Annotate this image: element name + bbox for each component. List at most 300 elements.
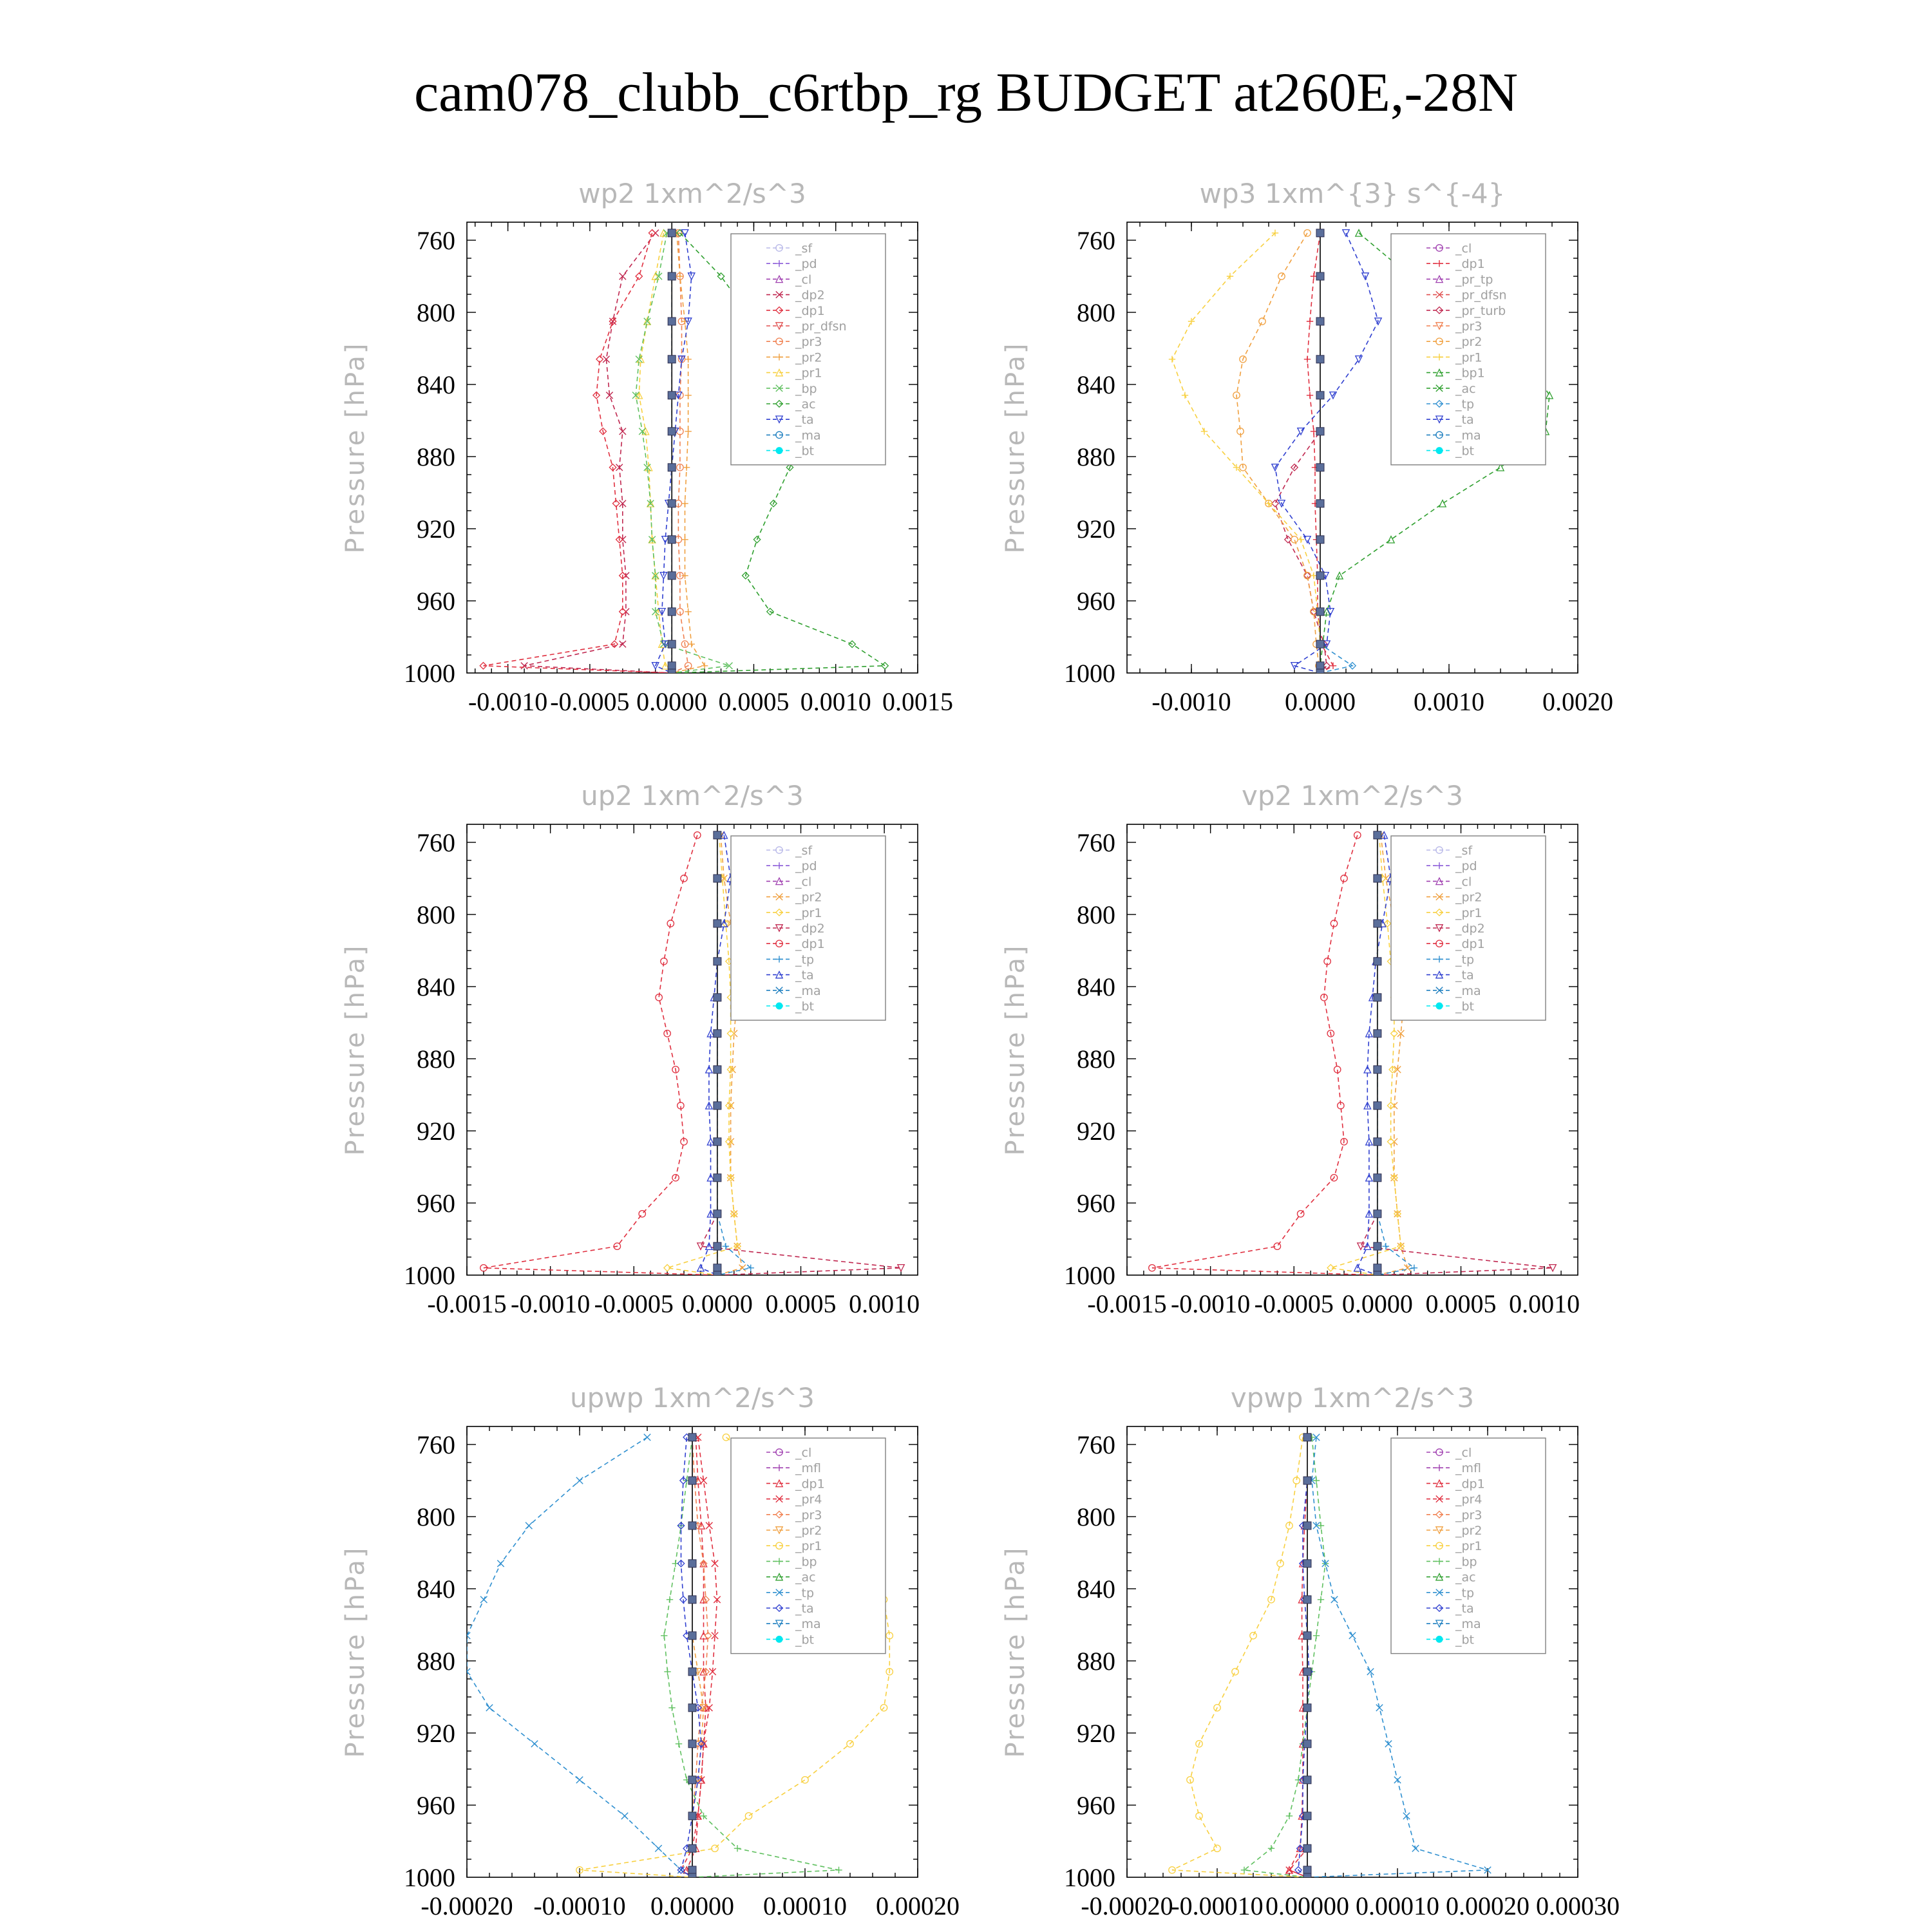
legend-label: _bt — [1455, 1633, 1475, 1647]
data-point — [1316, 464, 1324, 471]
data-point — [486, 1705, 493, 1711]
data-point — [714, 920, 721, 927]
legend-label: _pr_tp — [1455, 272, 1493, 287]
legend-label: _ma — [1455, 1617, 1481, 1632]
y-tick-label: 800 — [417, 298, 455, 327]
data-point — [1374, 1030, 1381, 1037]
y-tick-label: 880 — [1077, 1045, 1115, 1074]
data-point — [714, 1066, 721, 1074]
legend-label: _pr1 — [1455, 905, 1482, 920]
y-tick-label: 960 — [1077, 1791, 1115, 1820]
y-tick-label: 760 — [417, 1430, 455, 1459]
y-tick-label: 800 — [1077, 900, 1115, 929]
legend-label: _ma — [795, 428, 821, 443]
y-tick-label: 760 — [1077, 226, 1115, 255]
x-tick-label: -0.00020 — [1081, 1891, 1173, 1920]
data-point — [1316, 640, 1324, 648]
panel-title: upwp 1xm^2/s^3 — [570, 1382, 815, 1414]
data-point — [1316, 572, 1324, 580]
data-point — [644, 1434, 650, 1441]
series-line — [1152, 835, 1378, 1275]
y-tick-label: 840 — [417, 1575, 455, 1604]
x-tick-label: 0.0000 — [1341, 1289, 1413, 1318]
y-tick-label: 760 — [1077, 1430, 1115, 1459]
data-point — [1285, 536, 1291, 543]
y-tick-label: 880 — [1077, 442, 1115, 471]
data-point — [620, 428, 626, 435]
series-line — [484, 835, 717, 1275]
legend-label: _pr4 — [1455, 1492, 1482, 1507]
x-tick-label: -0.0010 — [468, 687, 548, 716]
data-point — [776, 447, 783, 454]
data-point — [1436, 1003, 1443, 1010]
data-point — [685, 428, 691, 435]
data-point — [714, 1030, 721, 1037]
legend-label: _dp1 — [1455, 1477, 1485, 1492]
legend — [731, 234, 886, 465]
legend-label: _bt — [795, 444, 815, 459]
y-tick-label: 1000 — [1064, 1863, 1115, 1892]
legend-label: _pr2 — [795, 1524, 822, 1538]
data-point — [714, 1102, 721, 1110]
data-point — [1412, 1845, 1419, 1852]
legend-label: _ta — [795, 968, 814, 983]
series-tp — [464, 1434, 696, 1881]
data-point — [668, 669, 676, 677]
x-tick-label: 0.00030 — [1536, 1891, 1620, 1920]
y-tick-label: 920 — [1077, 515, 1115, 544]
x-tick-label: 0.0020 — [1542, 687, 1613, 716]
x-tick-label: 0.00000 — [650, 1891, 734, 1920]
series-dp1 — [480, 832, 721, 1279]
data-point — [1436, 1636, 1443, 1643]
x-tick-label: 0.00010 — [1356, 1891, 1439, 1920]
panel-title: up2 1xm^2/s^3 — [581, 780, 804, 811]
panels-container — [341, 178, 1620, 1920]
legend-label: _pr2 — [1455, 1524, 1482, 1538]
y-tick-label: 960 — [417, 1791, 455, 1820]
data-point — [1316, 500, 1324, 507]
legend — [1391, 836, 1546, 1020]
y-tick-label: 800 — [1077, 298, 1115, 327]
legend-label: _bt — [795, 999, 815, 1014]
legend-label: _mfl — [795, 1461, 821, 1476]
series-line — [1172, 1437, 1307, 1877]
x-tick-label: -0.0015 — [427, 1289, 507, 1318]
legend-label: _dp1 — [1455, 937, 1485, 952]
data-point — [714, 831, 721, 839]
y-tick-label: 960 — [417, 587, 455, 616]
data-point — [1376, 1705, 1383, 1711]
x-tick-label: 0.0010 — [800, 687, 871, 716]
data-point — [688, 641, 695, 647]
legend-label: _pr4 — [795, 1492, 822, 1507]
legend-label: _bp — [1455, 1555, 1477, 1569]
legend-label: _ma — [795, 983, 821, 998]
data-point — [668, 317, 676, 325]
data-point — [714, 1264, 721, 1272]
data-point — [1374, 1210, 1381, 1218]
y-tick-label: 880 — [417, 442, 455, 471]
legend-label: _sf — [1455, 844, 1473, 858]
data-point — [1336, 573, 1343, 579]
chart-panel-6 — [1001, 1382, 1620, 1920]
data-point — [668, 536, 676, 544]
legend — [731, 1438, 886, 1654]
legend-label: _ta — [1455, 1602, 1474, 1616]
y-axis-label: Pressure [hPa] — [1001, 341, 1030, 554]
y-tick-label: 880 — [1077, 1647, 1115, 1676]
data-point — [688, 1844, 696, 1852]
x-tick-label: -0.00010 — [1171, 1891, 1264, 1920]
legend-label: _cl — [795, 875, 812, 889]
data-point — [1374, 1242, 1381, 1250]
data-point — [676, 1741, 682, 1747]
data-point — [1404, 1265, 1410, 1271]
data-point — [621, 1813, 628, 1819]
y-tick-label: 840 — [1077, 972, 1115, 1001]
data-point — [776, 1003, 783, 1010]
data-point — [1303, 1632, 1311, 1640]
legend-label: _pd — [1455, 859, 1477, 874]
data-point — [1232, 1669, 1238, 1675]
legend-label: _dp1 — [795, 303, 825, 318]
data-point — [1303, 1704, 1311, 1712]
data-point — [1316, 662, 1324, 670]
data-point — [688, 1668, 696, 1676]
legend-label: _ta — [795, 1602, 814, 1616]
data-point — [668, 1705, 675, 1711]
x-tick-label: 0.0010 — [849, 1289, 920, 1318]
data-point — [526, 1522, 532, 1529]
data-point — [668, 428, 676, 435]
data-point — [1259, 318, 1265, 325]
y-tick-label: 1000 — [1064, 1261, 1115, 1290]
y-tick-label: 840 — [417, 972, 455, 1001]
legend-label: _ma — [1455, 983, 1481, 998]
series-line — [1331, 835, 1401, 1275]
data-point — [681, 536, 688, 543]
data-point — [683, 464, 690, 471]
legend-label: _dp2 — [1455, 922, 1485, 936]
data-point — [1303, 1596, 1311, 1604]
y-tick-label: 920 — [417, 1117, 455, 1146]
series-dp1 — [1149, 832, 1381, 1279]
data-point — [655, 1845, 661, 1852]
legend-label: _cl — [795, 1446, 812, 1460]
legend-label: _bt — [1455, 999, 1475, 1014]
data-point — [712, 1845, 718, 1852]
legend-label: _ta — [1455, 968, 1474, 983]
data-point — [1303, 1866, 1311, 1874]
legend-label: _bt — [795, 1633, 815, 1647]
legend-label: _cl — [1455, 1446, 1472, 1460]
series-pr1 — [1169, 230, 1323, 677]
series-ta — [1272, 230, 1381, 677]
x-tick-label: -0.0005 — [594, 1289, 674, 1318]
data-point — [776, 1636, 783, 1643]
series-pr2 — [1233, 230, 1323, 677]
series-line — [672, 233, 688, 673]
data-point — [688, 1812, 696, 1820]
data-point — [688, 1632, 696, 1640]
data-point — [531, 1741, 538, 1747]
y-tick-label: 840 — [1077, 370, 1115, 399]
x-tick-label: 0.00020 — [876, 1891, 960, 1920]
x-tick-label: -0.00020 — [421, 1891, 513, 1920]
y-tick-label: 800 — [417, 1502, 455, 1531]
legend-label: _dp1 — [795, 1477, 825, 1492]
legend-label: _tp — [795, 952, 815, 967]
data-point — [480, 1596, 487, 1603]
series-line — [1244, 1437, 1325, 1877]
data-point — [1313, 1633, 1320, 1639]
data-point — [668, 640, 676, 648]
y-tick-label: 960 — [1077, 1189, 1115, 1218]
x-tick-label: -0.0015 — [1087, 1289, 1167, 1318]
data-point — [685, 609, 691, 615]
legend-label: _pr1 — [795, 366, 822, 381]
legend-label: _cl — [795, 272, 812, 287]
legend-label: _pd — [795, 859, 817, 874]
series-bp — [1241, 1434, 1329, 1881]
y-axis-label: Pressure [hPa] — [1001, 943, 1030, 1156]
data-point — [714, 994, 721, 1001]
legend-label: _sf — [795, 242, 813, 256]
series-line — [1320, 233, 1352, 673]
data-point — [1374, 1066, 1381, 1074]
data-point — [1318, 1596, 1324, 1603]
data-point — [1298, 536, 1304, 543]
data-point — [734, 1845, 741, 1852]
data-point — [1303, 1522, 1311, 1530]
data-point — [1303, 1844, 1311, 1852]
y-tick-label: 920 — [417, 1719, 455, 1748]
data-point — [1388, 536, 1394, 543]
chart-panel-4 — [1001, 780, 1580, 1318]
data-point — [714, 1174, 721, 1182]
chart-panel-1 — [341, 178, 953, 716]
legend-label: _dp1 — [1455, 257, 1485, 272]
data-point — [1349, 1633, 1356, 1639]
data-point — [714, 875, 721, 882]
data-point — [688, 1740, 696, 1748]
x-tick-label: 0.0010 — [1509, 1289, 1580, 1318]
data-point — [1196, 1813, 1202, 1819]
y-tick-label: 960 — [1077, 587, 1115, 616]
data-point — [1316, 392, 1324, 399]
legend-label: _dp2 — [795, 922, 825, 936]
x-tick-label: -0.0010 — [1151, 687, 1231, 716]
data-point — [1439, 500, 1446, 507]
data-point — [1385, 1741, 1392, 1747]
legend-label: _ac — [1455, 1570, 1476, 1585]
data-point — [714, 1138, 721, 1146]
data-point — [668, 608, 676, 616]
y-tick-label: 800 — [1077, 1502, 1115, 1531]
data-point — [1394, 1777, 1401, 1783]
y-axis-label: Pressure [hPa] — [341, 1546, 370, 1758]
data-point — [1303, 1668, 1311, 1676]
series-line — [1172, 233, 1320, 673]
y-tick-label: 920 — [417, 515, 455, 544]
x-tick-label: -0.0010 — [510, 1289, 591, 1318]
data-point — [668, 500, 676, 507]
data-point — [1383, 1243, 1389, 1249]
data-point — [1169, 356, 1175, 363]
legend-label: _bt — [1455, 444, 1475, 459]
data-point — [1316, 317, 1324, 325]
legend-label: _sf — [795, 844, 813, 858]
data-point — [688, 1560, 696, 1567]
legend-label: _pr2 — [1455, 890, 1482, 905]
legend-label: _tp — [1455, 952, 1475, 967]
data-point — [649, 230, 655, 236]
x-tick-label: 0.0005 — [718, 687, 790, 716]
x-tick-label: -0.0010 — [1170, 1289, 1251, 1318]
data-point — [1182, 392, 1188, 399]
data-point — [1367, 1669, 1374, 1675]
data-point — [1374, 1138, 1381, 1146]
data-point — [1374, 994, 1381, 1001]
data-point — [576, 1777, 583, 1783]
data-point — [835, 1867, 842, 1873]
chart-panel-2 — [1001, 178, 1613, 716]
data-point — [685, 392, 691, 399]
data-point — [661, 1633, 667, 1639]
data-point — [714, 958, 721, 965]
figure-title: cam078_clubb_c6rtbp_rg BUDGET at260E,-28N — [413, 61, 1519, 123]
legend-label: _bp — [795, 381, 817, 396]
data-point — [688, 1873, 696, 1881]
data-point — [1303, 1477, 1311, 1484]
legend-label: _pr1 — [795, 1539, 822, 1554]
legend-label: _dp2 — [795, 288, 825, 303]
series-line — [1275, 233, 1327, 673]
data-point — [667, 1596, 673, 1603]
x-tick-label: -0.0005 — [1254, 1289, 1334, 1318]
panel-title: wp2 1xm^2/s^3 — [578, 178, 806, 209]
data-point — [882, 663, 888, 669]
y-tick-label: 760 — [417, 828, 455, 857]
data-point — [1303, 1434, 1311, 1441]
legend-label: _bp — [795, 1555, 817, 1569]
data-point — [1374, 920, 1381, 927]
series-line — [639, 233, 672, 673]
data-point — [1436, 447, 1443, 454]
data-point — [639, 1211, 645, 1217]
y-tick-label: 1000 — [404, 1863, 455, 1892]
data-point — [1374, 1264, 1381, 1272]
data-point — [714, 1210, 721, 1218]
data-point — [1316, 428, 1324, 435]
legend-label: _ma — [1455, 428, 1481, 443]
data-point — [802, 1777, 808, 1783]
legend-label: _pr1 — [1455, 350, 1482, 365]
legend-label: _pr3 — [795, 1508, 822, 1522]
legend-label: _pr2 — [1455, 335, 1482, 350]
x-tick-label: 0.0010 — [1414, 687, 1484, 716]
legend-label: _pr1 — [795, 905, 822, 920]
legend-label: _ac — [795, 397, 816, 412]
data-point — [668, 355, 676, 363]
data-point — [1374, 1102, 1381, 1110]
x-tick-label: 0.00000 — [1265, 1891, 1349, 1920]
legend-label: _pr1 — [1455, 1539, 1482, 1554]
data-point — [681, 875, 687, 882]
data-point — [1286, 1813, 1293, 1819]
data-point — [714, 1271, 721, 1279]
data-point — [1303, 1740, 1311, 1748]
data-point — [688, 1704, 696, 1712]
data-point — [1341, 875, 1347, 882]
y-axis-label: Pressure [hPa] — [1001, 1546, 1030, 1758]
legend-label: _ta — [1455, 413, 1474, 428]
chart-panel-5 — [341, 1382, 960, 1920]
series-line — [467, 1437, 692, 1877]
y-tick-label: 920 — [1077, 1719, 1115, 1748]
data-point — [668, 229, 676, 237]
data-point — [1316, 272, 1324, 280]
legend-label: _ma — [795, 1617, 821, 1632]
legend-label: _pr_turb — [1455, 303, 1506, 318]
legend-label: _bp1 — [1455, 366, 1485, 381]
series-line — [1358, 835, 1391, 1275]
data-point — [1374, 1174, 1381, 1182]
series-line — [672, 233, 705, 673]
y-tick-label: 800 — [417, 900, 455, 929]
data-point — [1331, 1596, 1338, 1603]
y-tick-label: 960 — [417, 1189, 455, 1218]
x-tick-label: -0.00010 — [533, 1891, 626, 1920]
data-point — [1277, 1560, 1283, 1567]
data-point — [688, 1596, 696, 1604]
data-point — [1374, 875, 1381, 882]
data-point — [1303, 1560, 1311, 1567]
data-point — [1295, 1777, 1302, 1783]
series-line — [681, 1437, 717, 1877]
data-point — [1374, 831, 1381, 839]
legend-label: _ac — [1455, 381, 1476, 396]
series-line — [692, 1437, 708, 1877]
data-point — [701, 663, 708, 669]
legend-label: _pr_dfsn — [795, 319, 847, 334]
y-tick-label: 880 — [417, 1045, 455, 1074]
data-point — [688, 1434, 696, 1441]
data-point — [1307, 392, 1313, 399]
data-point — [1268, 1845, 1274, 1852]
data-point — [1304, 536, 1311, 543]
y-tick-label: 840 — [1077, 1575, 1115, 1604]
y-tick-label: 880 — [417, 1647, 455, 1676]
legend-label: _pr2 — [795, 350, 822, 365]
series-dp1 — [480, 230, 675, 677]
data-point — [1291, 536, 1298, 543]
series-line — [1275, 233, 1378, 673]
data-point — [636, 273, 642, 279]
legend-label: _ta — [795, 413, 814, 428]
legend-label: _pr2 — [795, 890, 822, 905]
data-point — [668, 572, 676, 580]
data-point — [1403, 1813, 1410, 1819]
series-line — [524, 233, 672, 673]
data-point — [1214, 1845, 1220, 1852]
legend-label: _cl — [1455, 875, 1472, 889]
legend-label: _tp — [1455, 397, 1475, 412]
series-pr1 — [664, 832, 741, 1279]
x-tick-label: 0.00020 — [1446, 1891, 1530, 1920]
data-point — [1374, 958, 1381, 965]
